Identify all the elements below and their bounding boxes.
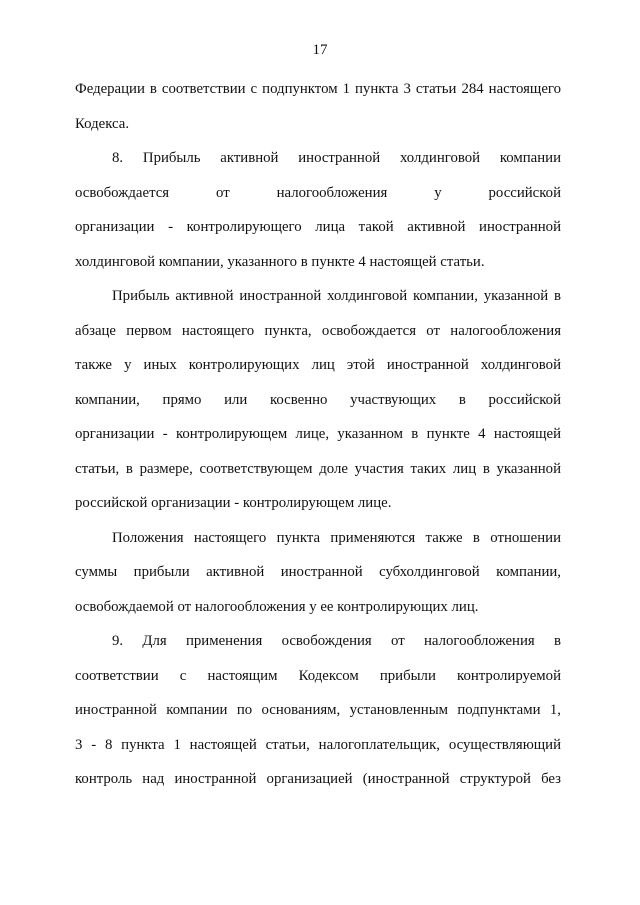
text-line: организации - контролирующего лица такой активной иностранной	[75, 219, 561, 235]
text-line: Федерации в соответствии с подпунктом 1 пункта 3 статьи 284 настоящего	[75, 81, 561, 97]
text-line: суммы прибыли активной иностранной субхолдинговой компании,	[75, 564, 561, 580]
body-text	[75, 77, 561, 802]
text-line: организации - контролирующем лице, указанном в пункте 4 настоящей	[75, 426, 561, 442]
text-line: также у иных контролирующих лиц этой иностранной холдинговой	[75, 357, 561, 373]
text-line: Прибыль активной иностранной холдинговой компании, указанной в	[112, 288, 561, 304]
text-line: освобождаемой от налогообложения у ее контролирующих лиц.	[75, 598, 479, 615]
text-line: Положения настоящего пункта применяются также в отношении	[112, 529, 561, 546]
page-number: 17	[312, 42, 328, 58]
text-line: абзаце первом настоящего пункта, освобождается от налогообложения	[75, 322, 561, 339]
text-line: контроль над иностранной организацией (иностранной структурой без	[75, 771, 561, 787]
text-line: 3 - 8 пункта 1 настоящей статьи, налогоплательщик, осуществляющий	[75, 736, 561, 753]
text-line: статьи, в размере, соответствующем доле участия таких лиц в указанной	[75, 460, 561, 477]
text-line: освобождается от налогообложения у российской	[75, 184, 561, 201]
text-line: иностранной компании по основаниям, установленным подпунктами 1,	[75, 702, 561, 718]
text-line: 8. Прибыль активной иностранной холдинговой компании	[112, 150, 561, 166]
text-line: российской организации - контролирующем лице.	[75, 495, 392, 511]
text-line: холдинговой компании, указанного в пункте 4 настоящей статьи.	[75, 253, 485, 270]
text-line: компании, прямо или косвенно участвующих в российской	[75, 391, 561, 408]
text-line: Кодекса.	[75, 115, 130, 132]
text-line: 9. Для применения освобождения от налогообложения в	[112, 633, 561, 649]
text-line: соответствии с настоящим Кодексом прибыли контролируемой	[75, 667, 561, 684]
